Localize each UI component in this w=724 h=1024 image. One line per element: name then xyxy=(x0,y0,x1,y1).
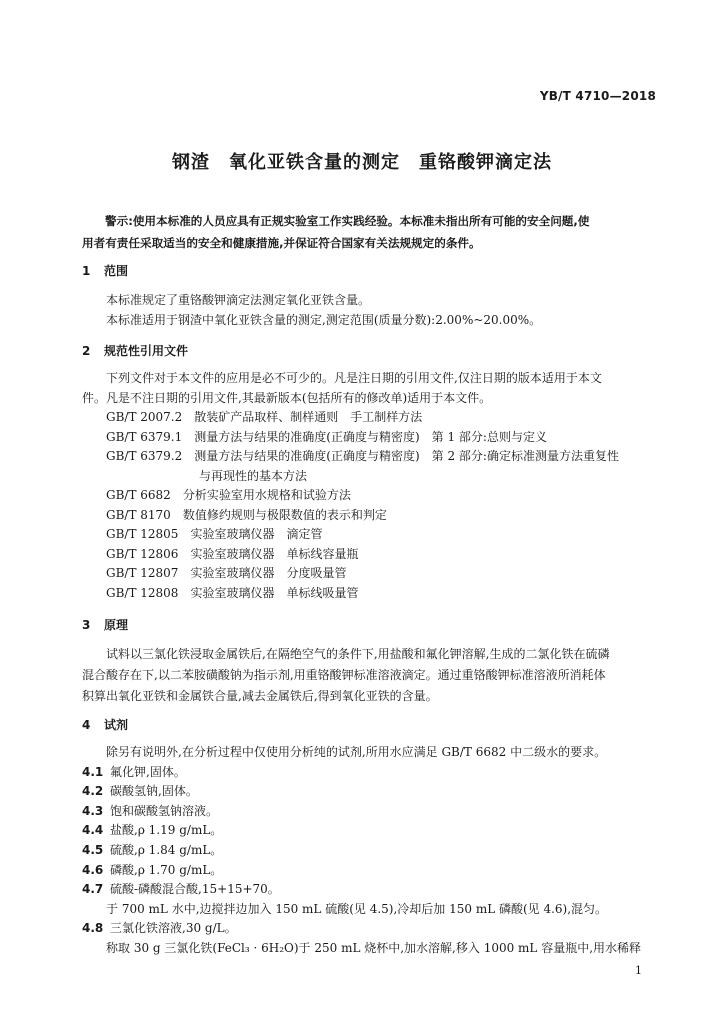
reference-item xyxy=(82,525,662,545)
section-1-body xyxy=(82,290,662,330)
section-4-heading xyxy=(82,716,128,733)
reference-title: 实验室玻璃仪器 单标线容量瓶 xyxy=(190,546,359,561)
page-number: 1 xyxy=(635,964,642,977)
section-title: 规范性引用文件 xyxy=(104,344,189,358)
section-number: 3 xyxy=(82,618,91,632)
reference-code: GB/T 6379.2 xyxy=(106,449,195,463)
document-title: 钢渣 氧化亚铁含量的测定 重铬酸钾滴定法 xyxy=(172,152,552,173)
item-number: 4.1 xyxy=(82,764,104,779)
reference-item xyxy=(82,408,662,428)
section-3-heading xyxy=(82,616,128,633)
reagent-item xyxy=(82,880,662,900)
reagent-item xyxy=(82,919,662,939)
reagent-item xyxy=(82,821,662,841)
section-2-body xyxy=(82,369,662,603)
reference-title: 测量方法与结果的准确度(正确度与精密度) 第 2 部分:确定标准测量方法重复性 xyxy=(194,449,619,463)
section-number: 4 xyxy=(82,718,91,732)
reference-title: 数值修约规则与极限数值的表示和判定 xyxy=(182,507,387,522)
item-text: 磷酸,ρ 1.70 g/mL。 xyxy=(110,862,223,877)
paragraph: 件。凡是不注日期的引用文件,其最新版本(包括所有的修改单)适用于本文件。 xyxy=(82,390,492,405)
warning-line-1: 警示:使用本标准的人员应具有正规实验室工作实践经验。本标准未指出所有可能的安全问题,使 xyxy=(105,214,590,228)
paragraph: 本标准规定了重铬酸钾滴定法测定氧化亚铁含量。 xyxy=(106,293,371,307)
reference-code: GB/T 6682 xyxy=(106,488,183,502)
reference-code: GB/T 8170 xyxy=(106,507,183,522)
reference-item xyxy=(82,584,662,604)
reference-code: GB/T 6379.1 xyxy=(106,429,195,444)
item-text: 盐酸,ρ 1.19 g/mL。 xyxy=(110,823,223,838)
warning-line-2: 用者有责任采取适当的安全和健康措施,并保证符合国家有关法规规定的条件。 xyxy=(82,236,481,250)
item-text: 饱和碳酸氢钠溶液。 xyxy=(110,803,219,818)
reference-code: GB/T 12806 xyxy=(106,546,191,561)
item-text: 碳酸氢钠,固体。 xyxy=(110,784,198,799)
item-text: 硫酸-磷酸混合酸,15+15+70。 xyxy=(110,882,280,897)
reference-item xyxy=(82,506,662,526)
warning-notice xyxy=(82,210,657,254)
reagent-item xyxy=(82,861,662,881)
reference-title: 实验室玻璃仪器 滴定管 xyxy=(190,527,323,541)
paragraph: 混合酸存在下,以二苯胺磺酸钠为指示剂,用重铬酸钾标准溶液滴定。通过重铬酸钾标准溶液所消耗体 xyxy=(82,668,606,682)
item-number: 4.5 xyxy=(82,842,104,857)
item-number: 4.8 xyxy=(82,921,104,936)
item-text: 三氯化铁溶液,30 g/L。 xyxy=(110,921,237,936)
section-number: 2 xyxy=(82,344,91,358)
reference-title: 分析实验室用水规格和试验方法 xyxy=(182,488,351,502)
paragraph: 试料以三氯化铁浸取金属铁后,在隔绝空气的条件下,用盐酸和氟化钾溶解,生成的二氯化铁在硫磷 xyxy=(106,647,610,661)
standard-code: YB/T 4710—2018 xyxy=(539,89,656,103)
reagent-item xyxy=(82,841,662,861)
reagent-item xyxy=(82,802,662,822)
item-detail: 于 700 mL 水中,边搅拌边加入 150 mL 硫酸(见 4.5),冷却后加 150 mL 磷酸(见 4.6),混匀。 xyxy=(106,901,608,916)
reference-title: 实验室玻璃仪器 单标线吸量管 xyxy=(190,585,359,600)
item-number: 4.6 xyxy=(82,862,104,877)
reference-title: 散装矿产品取样、制样通则 手工制样方法 xyxy=(194,410,423,424)
reference-item xyxy=(82,564,662,584)
reference-title: 实验室玻璃仪器 分度吸量管 xyxy=(190,566,347,580)
reference-code: GB/T 12808 xyxy=(106,585,191,600)
reference-item xyxy=(82,545,662,565)
item-text: 硫酸,ρ 1.84 g/mL。 xyxy=(110,842,223,857)
reference-title: 测量方法与结果的准确度(正确度与精密度) 第 1 部分:总则与定义 xyxy=(194,429,547,444)
reference-item xyxy=(82,428,662,448)
reference-code: GB/T 12807 xyxy=(106,566,191,580)
reference-code: GB/T 12805 xyxy=(106,527,191,541)
section-1-heading xyxy=(82,262,128,279)
section-title: 范围 xyxy=(104,264,129,278)
section-title: 原理 xyxy=(104,618,129,632)
section-2-heading xyxy=(82,342,188,359)
reagent-item xyxy=(82,782,662,802)
section-4-body xyxy=(82,743,662,959)
section-number: 1 xyxy=(82,264,91,278)
item-number: 4.2 xyxy=(82,784,104,799)
reagent-item xyxy=(82,763,662,783)
reference-code: GB/T 2007.2 xyxy=(106,410,195,424)
item-text: 氟化钾,固体。 xyxy=(110,764,186,779)
item-detail: 称取 30 g 三氯化铁(FeCl₃ · 6H₂O)于 250 mL 烧杯中,加水溶解,移入 1000 mL 容量瓶中,用水稀释 xyxy=(106,940,642,955)
item-number: 4.3 xyxy=(82,803,104,818)
reference-item xyxy=(82,486,662,506)
section-title: 试剂 xyxy=(104,718,129,732)
item-number: 4.7 xyxy=(82,882,104,897)
reference-continuation: 与再现性的基本方法 xyxy=(199,468,308,483)
paragraph: 本标准适用于钢渣中氧化亚铁含量的测定,测定范围(质量分数):2.00%~20.00%。 xyxy=(106,313,542,327)
paragraph: 除另有说明外,在分析过程中仅使用分析纯的试剂,所用水应满足 GB/T 6682 中二级水的要求。 xyxy=(106,745,607,759)
reference-item xyxy=(82,447,662,467)
paragraph: 下列文件对于本文件的应用是必不可少的。凡是注日期的引用文件,仅注日期的版本适用于本文 xyxy=(106,371,602,385)
paragraph: 积算出氧化亚铁和金属铁合量,减去金属铁后,得到氧化亚铁的含量。 xyxy=(82,689,438,703)
item-number: 4.4 xyxy=(82,823,104,838)
section-3-body xyxy=(82,644,662,707)
